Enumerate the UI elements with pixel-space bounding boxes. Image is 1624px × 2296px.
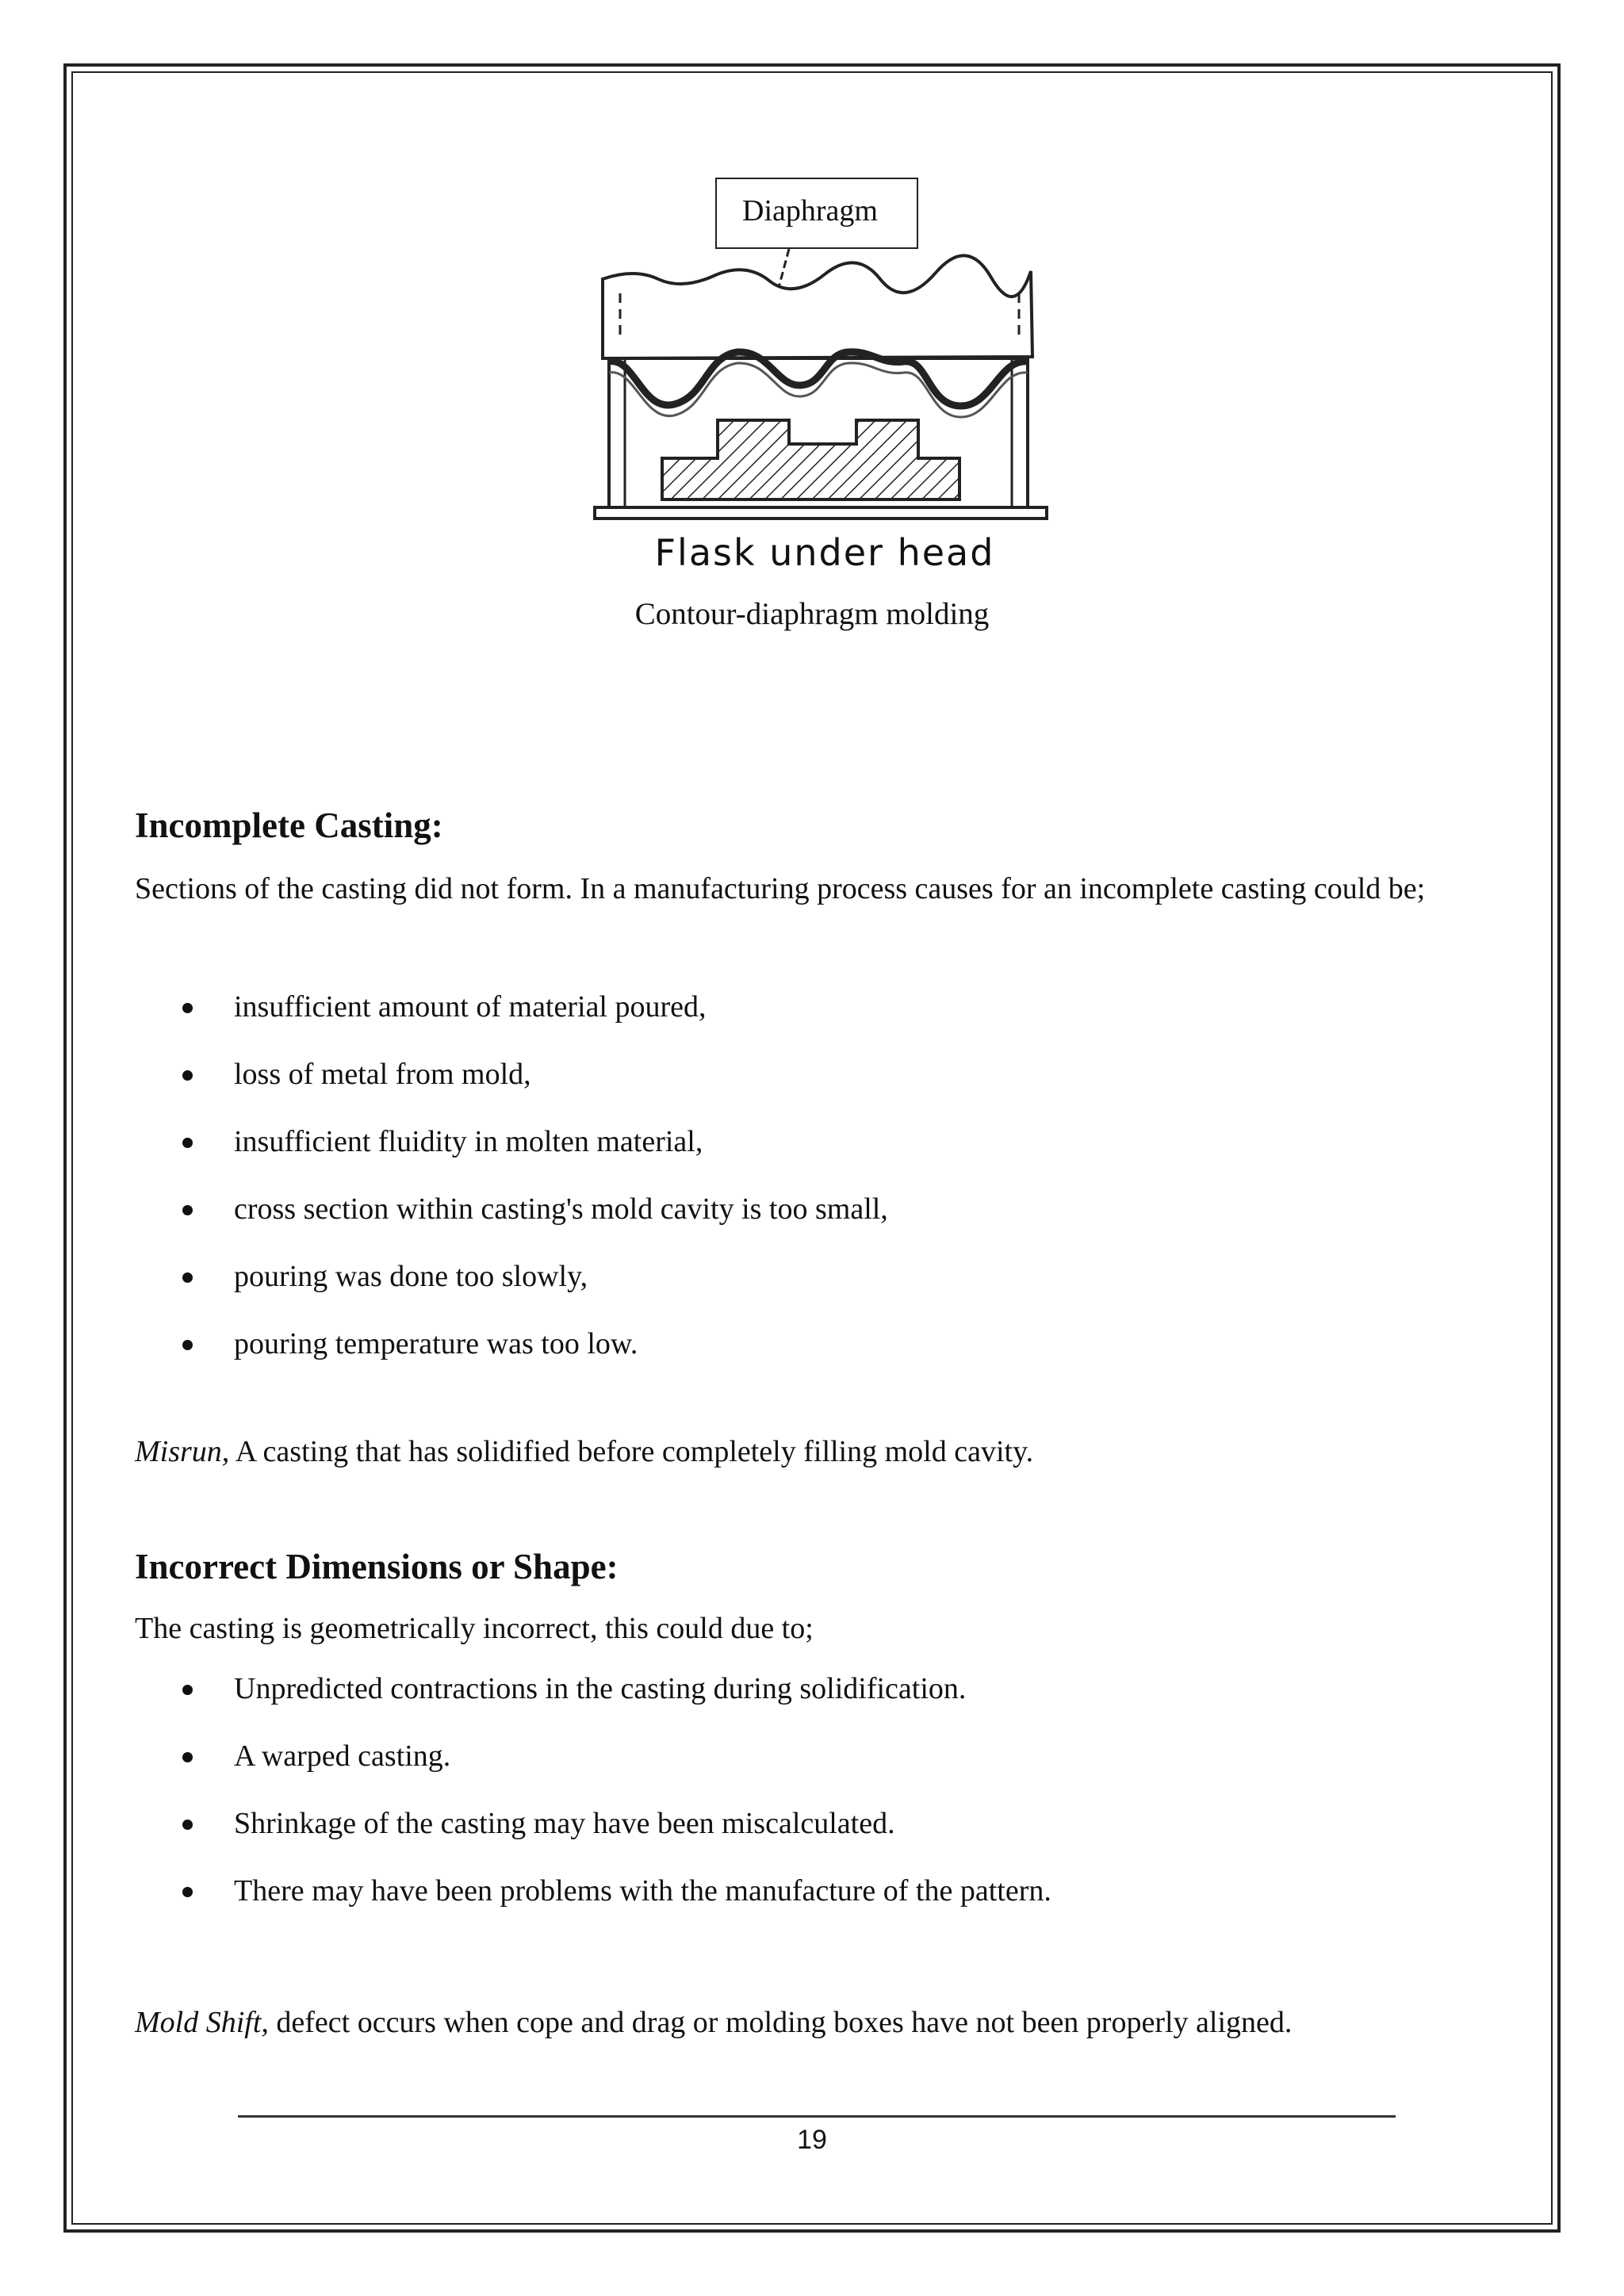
bullet-icon — [182, 1887, 193, 1897]
term-mold-shift: Mold Shift, — [135, 2006, 269, 2039]
figure-caption: Contour-diaphragm molding — [634, 597, 990, 631]
mold-shift-definition — [135, 1998, 1508, 2047]
section-heading-incomplete-casting: Incomplete Casting: — [135, 806, 443, 845]
list-item: insufficient fluidity in molten material, — [182, 1118, 1491, 1185]
list-item: pouring was done too slowly, — [182, 1253, 1491, 1320]
bullet-icon — [182, 1205, 193, 1215]
misrun-definition — [135, 1427, 1508, 1476]
contour-diaphragm-figure — [587, 174, 1063, 618]
bullet-icon — [182, 1070, 193, 1081]
bullet-icon — [182, 1340, 193, 1350]
bullet-icon — [182, 1685, 193, 1695]
section-intro-incorrect-dimensions: The casting is geometrically incorrect, this could due to; — [135, 1612, 814, 1645]
list-item: pouring temperature was too low. — [182, 1320, 1491, 1387]
list-item: A warped casting. — [182, 1732, 1491, 1800]
section-intro-incomplete-casting: Sections of the casting did not form. In a manufacturing process causes for an incomplete casting could be; — [135, 872, 1426, 905]
mold-shift-text: defect occurs when cope and drag or molding boxes have not been properly aligned. — [268, 2006, 1293, 2039]
list-item: cross section within casting's mold cavity is too small, — [182, 1185, 1491, 1253]
bullet-icon — [182, 1138, 193, 1148]
list-item: loss of metal from mold, — [182, 1050, 1491, 1118]
list-item: There may have been problems with the manufacture of the pattern. — [182, 1867, 1491, 1934]
page-number: 19 — [797, 2125, 827, 2155]
bullet-icon — [182, 1003, 193, 1013]
list-item: insufficient amount of material poured, — [182, 983, 1491, 1050]
bullet-icon — [182, 1820, 193, 1830]
misrun-text: A casting that has solidified before completely filling mold cavity. — [229, 1435, 1034, 1468]
section-heading-incorrect-dimensions: Incorrect Dimensions or Shape: — [135, 1547, 619, 1586]
list-item: Unpredicted contractions in the casting during solidification. — [182, 1665, 1491, 1732]
incorrect-dimensions-causes-list — [182, 1665, 1491, 1934]
bullet-icon — [182, 1272, 193, 1283]
bullet-icon — [182, 1752, 193, 1762]
diaphragm-callout-box: Diaphragm — [715, 178, 918, 249]
incomplete-casting-causes-list — [182, 983, 1491, 1387]
term-misrun: Misrun, — [135, 1435, 230, 1468]
footer-divider — [238, 2115, 1396, 2118]
flask-drawing-label: Flask under head — [654, 531, 995, 574]
list-item: Shrinkage of the casting may have been miscalculated. — [182, 1800, 1491, 1867]
